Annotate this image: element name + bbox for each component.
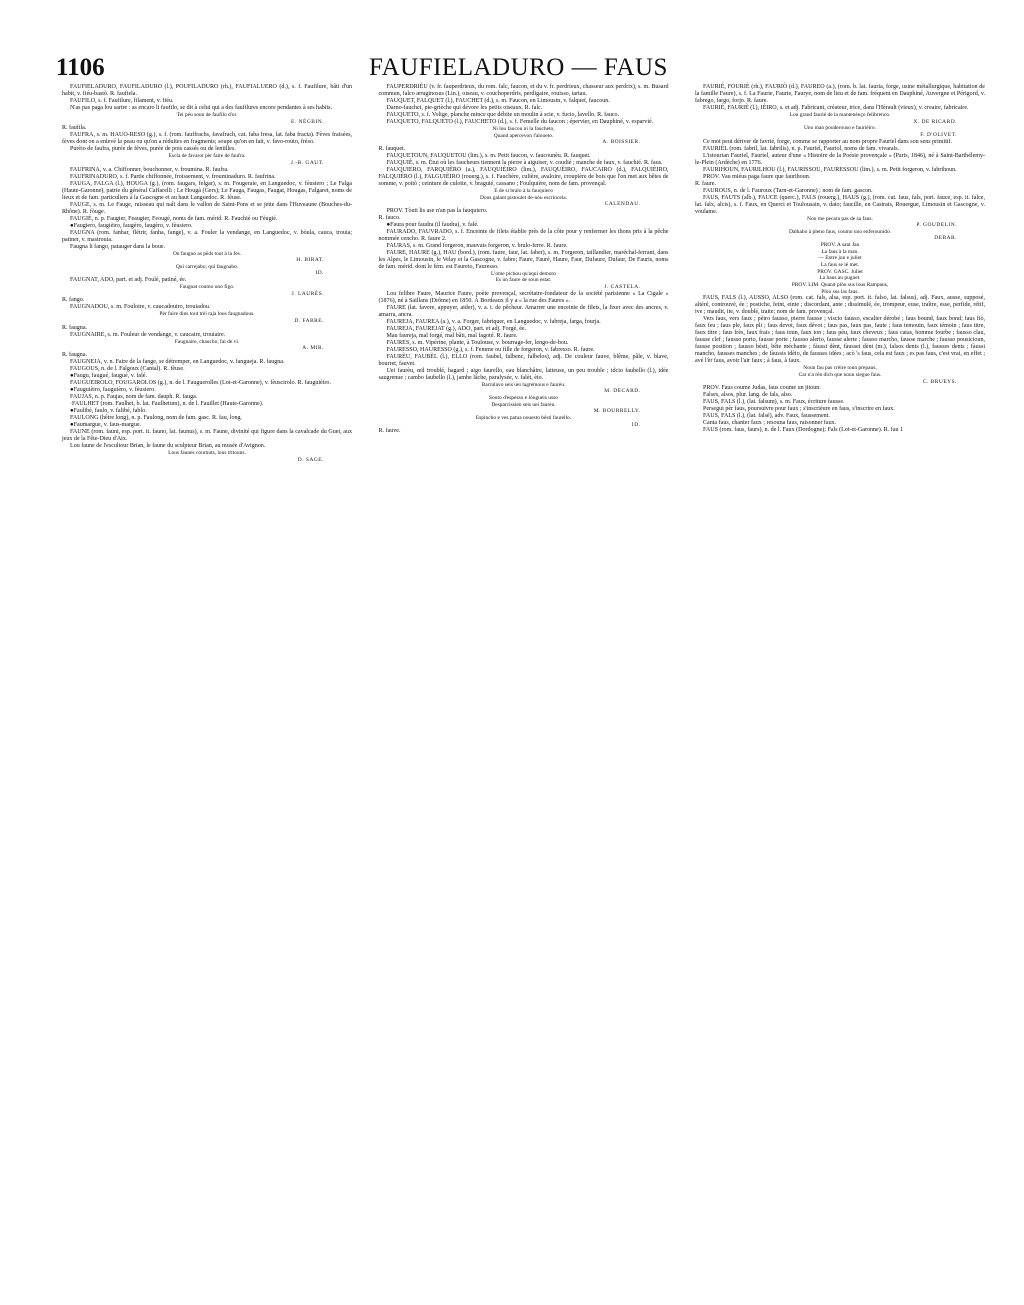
quotation-line: Faugnaire, chaucho, fai de vi. xyxy=(174,338,240,345)
dictionary-entry: FAUQUIÉ, s. m. Étui où les faucheurs tiennent la pierre à aiguiser, v. coudié ; manche de faux, v. fauchié. R. faus. xyxy=(386,159,663,166)
dictionary-entry: Ce mot peut dériver de favrié, forge, comme se rapporter au nom propre Fauriel dans son sens primitif. xyxy=(703,138,953,145)
quotation-author: DEBAR. xyxy=(934,235,957,242)
dictionary-entry: FAURESSO, HAURESSO (g.), s. f. Femme ou fille de forgeron, v. fabresso. R. faure. xyxy=(386,346,595,353)
dictionary-entry: ●Faugiero, faugièiro, faugèro, faugèro, v. fèusiero. xyxy=(70,222,193,229)
quotation-line: Plòu sus las faus. xyxy=(821,288,859,295)
quotation-line: Barrulavo seis uei lagremous e faurèu. xyxy=(481,381,566,388)
quotation-line: Pèr faire dins tout trèi raja lous faugnadous. xyxy=(159,311,255,318)
dictionary-entry: FAUQUETO, FALQUETO (l.), FAUCHETO (d.), s. f. Femelle du faucon ; épervier, en Dauphiné, v. esparvié. xyxy=(386,119,654,125)
quotation-author: E. NÉGBIN. xyxy=(291,118,324,125)
quotation-line: Souto d'espesso e lòngueis usso xyxy=(489,395,558,402)
dictionary-entry: FAUROUS, n. de l. Fauroux (Tarn-et-Garonne) ; nom de fam. gascon. xyxy=(703,187,873,194)
quotation-line: Qui carrejabo, qui faugnabo. xyxy=(175,263,239,270)
dictionary-entry: FAUFRINA, v. a. Chiffonner, bouchonner, v. froumina. R. faufra. xyxy=(70,166,229,173)
dictionary-entry: FAUQUETOUN, FAUQUETOU (lim.), s. m. Petit faucon, v. faucounèu. R. fauquet. xyxy=(386,152,591,159)
column-1 xyxy=(62,84,352,1299)
quotation-line: La faus à la man. xyxy=(821,248,859,255)
quotation-line: Uno man pouderouso e fauriéiro. xyxy=(803,125,877,132)
quotation-author: C. BRUEYS. xyxy=(922,378,957,385)
dictionary-entry: Darno-fauchet, pie-grièche qui dévore les petits oiseaux. R. falc. xyxy=(386,105,543,111)
quotation-line: Desparcissien seis uei faurèu. xyxy=(491,401,556,408)
dictionary-entry: FAUGA, FALGA (l.), HOUGA (g.), (rom. faugars, felgar), s. m. Fougeraie, en Languedoc, v. fèusiero ; Le Falga (Haute-Garonne), patrie du général Caffarelli ; Le Hougà (Gers); Le Fauga, Faugas, Faugat, Hougas, Falgaret, noms de lieux et de fam. particuliers à la Gascogne et au haut Languedoc. R. fèuse. xyxy=(62,180,352,201)
dictionary-entry: FAUGNA (rom. fanhar, flétrir, fanha, fange), v. a. Fouler la vendange, en Languedoc, v. bòula, cauca, trouia; patiner, v. mastrouia. xyxy=(62,229,352,243)
quotation-line: Faugnat coumo uno figo. xyxy=(179,284,235,291)
dictionary-entry: FAURÈU, FAUBÈL (l.), ELLO (rom. faubel, falbenc, falbelos), adj. De couleur fauve, blême, pâle, v. blave, bourret, fauvet. xyxy=(378,353,669,367)
dictionary-entry: Lou felibre Faure, Maurice Faure, poète provençal, secrétaire-fondateur de la société parisienne « La Cigale » (1876), né à Saillans (Drôme) en 1850. À Bordeaux il y a « la rue des Faures ». xyxy=(378,290,669,304)
dictionary-columns xyxy=(62,84,985,1299)
dictionary-entry: FAURADO, FAUVRADO, s. f. Enceinte de filets établie près de la côte pour y renfermer les thons pris à la pêche nommée cencho. R. faure 2. xyxy=(378,228,669,242)
dictionary-entry: FAURIHOUN, FAURILHOU (l.), FAURISSOU, FAURESSOU (lim.), s. m. Petit forgeron, v. fabrihoun. xyxy=(703,166,957,173)
dictionary-entry: FAUS, FALS (l.), AUSSO, ALSO (rom. cat. fals, alsa, esp. port. it. falso, lat. falsus), adj. Faux, ausse, supposé, altéré, controuvé, ée ; postiche, feint, einte ; discordant, ante ; dissimulé, ée, trompeur, euse, traître, esse, perfide, rétif, ive ; maudit, ite, v. doublé, traite; nom de fam. provençal. xyxy=(695,295,985,316)
quotation-line: Quand apercevon l'aloueto. xyxy=(493,132,554,139)
dictionary-entry: FAUS, FALS (l.), (lat. falsè), adv. Faux, faussement. xyxy=(703,413,830,420)
dictionary-entry: FAUGNADOU, s. m. Fouloire, v. caucadouiro, trouiadou. xyxy=(70,304,211,311)
dictionary-entry: PROV. Faus coume Judas, faus coume un jitoun. xyxy=(703,385,821,392)
quotation-line: La faus se ié met. xyxy=(820,262,860,269)
quotation-author: F. D'OLIVET. xyxy=(920,131,957,138)
quotation-line: — Entre jun e juliet xyxy=(818,255,862,262)
quotation-line: Nou me pecara pas de sa faus. xyxy=(807,215,873,222)
quotation-author: ID. xyxy=(315,270,324,277)
dictionary-entry: FAUFRA, s. m. HAUO-RESO (g.), s. f. (rom. fauffrachs, favafrach, cat. faba fresa, lat. faba fracta). Fèves fraisées, fèves dont on a enlevé la peau ou qu'on a réduites en fragments; soupe qu'on en fait, v. favo-routo, frèso. xyxy=(62,132,352,146)
dictionary-entry: ●Faumargue, v. faus-margue. xyxy=(70,421,142,428)
dictionary-entry: FAUFIELADURO, FAUFILADURO (l.), POUFILADURO (rh.), FAUFIALUERO (d.), s. f. Faufilure, bâti d'un habit, v. fiéu-bastò. R. faufiela. xyxy=(62,84,352,97)
dictionary-entry: FAUJAS, n. p. Faujas, nom de fam. dauph. R. fauga. xyxy=(70,393,198,400)
quotation-author: D. SAGE. xyxy=(297,456,324,463)
dictionary-entry: ●Fauguièiro, fauguièro, v. fèusiero. xyxy=(70,386,156,393)
quotation-author: CALENDAU. xyxy=(604,201,641,208)
dictionary-entry: Purèio de faufra, purée de fèves, purée de pois cassés ou de lentilles. xyxy=(70,146,236,153)
dictionary-entry: FAULONG (hêtre long), n. p. Faulong, nom de fam. gasc. R. fau, long. xyxy=(70,414,243,421)
dictionary-entry: ●Faugu, faugué, faugué, v. falé. xyxy=(70,372,147,379)
page-header xyxy=(56,54,981,88)
quotation-line: Espincho e ves patua nouesto bèsti faurello. xyxy=(475,414,572,421)
dictionary-entry: FAUQUETO, s. f. Volige, planche mince que débite un moulin à scie, v. fucio, lavello. R. fauco. xyxy=(386,112,620,118)
dictionary-entry: FAUGNAT, ADO, part. et adj. Foulé, patiné, ée. xyxy=(70,277,187,284)
dictionary-entry: Vers faus, vers faux ; pèiro fausso, pierre fausse ; viscio fausso, escalier dérobé ; faus bound, faux bond; faus fiò, faux feu ; faus ple, faux pli ; faus devot, faux dévot ; faus pas, faux pas, faute ; faus temouin, faux témoin ; faus titre, faux titre ; faus frès, faux frais ; faus toun, faux ton ; faus pèu, faux cheveux ; faus catas, homme fourbe ; fausso clau, fausse clef ; fausso porto, fausse porte ; fausso alerto, fausse alerte ; fausso marcho, fausse marche ; fausso pousicioun, fausse position ; fausso bèsti, bête méchante ; fàussi dènt, fàussei dènt (m.), falsos dents (l.), fausses dents ; fàussi mancho, fausses manches ; de fàussis idèio, de fausses idées ; acò 's faus, cela est faux ; es pas faus, c'est vrai, en effet ; avé l'èr faus, avoir l'air faux ; à faus, à faux. xyxy=(695,316,985,365)
quotation-line: Tei péu soun de faufilo d'or. xyxy=(176,112,238,118)
dictionary-entry: FAUREJA, FAUREJAT (g.), ADO, part. et adj. Forgé, ée. xyxy=(386,325,527,332)
quotation-line: Ni lou faucou ni la faucheto, xyxy=(492,126,555,132)
dictionary-entry: FAUGNAIRE, s. m. Fouleur de vendange, v. caucaire, trouiaire. xyxy=(70,331,226,338)
dictionary-entry: FAURE, HAURE (g.), HAU (bord.), (rom. faure, faur, lat. faber), s. m. Forgeron, taillandier, maréchal-ferrant, dans les Alpes, le Limousin, le Velay et la Gascogne, v. fabre; Faure, Fauré, Haure, Faur, Dufaure, Dufaur, De Fauris, noms de fam. mérid. dont le fém. est Faureto, Fauresso. xyxy=(378,249,669,270)
dictionary-entry: FAURAS, s. m. Grand forgeron, mauvais forgeron, v. brulo-ferre. R. faure. xyxy=(386,242,568,249)
quotation-line: PROV. GASC. Juliet xyxy=(817,268,863,275)
quotation-line: Lou grand faurié de la mantenènço felibrenco. xyxy=(789,112,891,118)
dictionary-entry: Faugna li fango, patauger dans la boue. xyxy=(70,243,166,250)
dictionary-entry: FAURE (lat. favere, appuyer, aider), v. a. t. de pêcheur. Amarrer une enceinte de filets, la fixer avec des ancres, v. amarra, ancra. xyxy=(378,304,669,318)
dictionary-entry: FAUNE (rom. fauni, esp. port. it. fauno, lat. faunus), s. m. Faune, divinité qui figure dans la cavalcade du Guet, aux jeux de la Fête-Dieu d'Aix. xyxy=(62,428,352,442)
quotation-author: X. DE RICARD. xyxy=(913,118,957,125)
dictionary-entry: Canta faus, chanter faux ; resouna faus, raisonner faux. xyxy=(703,420,837,427)
quotation-author: J. LAURÈS. xyxy=(291,290,324,297)
dictionary-entry: FAUS, FAUTS (alb.), FAUCE (querc.), FALS (rouerg.), HAUS (g.), (rom. cat. faus, fals, port. fauce, esp. it. falce, lat. falx, alcis), s. f. Faux, en Querci et Toulousain, v. daio; faucille, en Castrais, Rouergue, Limousin et Gascogne, v. voulame. xyxy=(695,194,985,215)
etymology-ref: R. faugna. xyxy=(62,324,88,331)
etymology-ref: R. fango. xyxy=(62,297,85,304)
dictionary-entry: PROV. Tòuti lis ase n'an pas la fauquiero. xyxy=(386,207,488,214)
dictionary-entry: FAUS, FALS (l.), (lat. falsum), s. m. Faux, écriture fausse. xyxy=(703,399,845,406)
quotation-line: Lous faunes cournuts, lous tritouns. xyxy=(168,449,246,456)
dictionary-entry: ●Faulibé, faulo, v. falibé, fablo. xyxy=(70,407,147,414)
quotation-line: Dalhabo à pleno faus, coumo uno enferounido. xyxy=(788,228,892,235)
dictionary-entry: FAURIÉ, FOURIÈ (rh.), FAURIÒ (d.), FAUREO (a.), (rom. b. lat. fauria, forge, usine métallurgique, habitation de la famille Faure), s. f. La Faurie, Faurie, Faurye, nom de lieu et de fam. fréquent en Dauphiné, Auvergne et Périgord, v. fabrego, fargo, forjo. R. faure. xyxy=(695,84,985,104)
quotation-author: A. MIR. xyxy=(302,345,324,352)
quotation-line: La haus au pugnet. xyxy=(819,275,861,282)
dictionary-entry: FAUREJA, FAUREA (a.), v. a. Forger, fabriquer, en Languedoc, v. fabreja, farga, fourja. xyxy=(386,318,601,325)
quotation-author: D. FABRE. xyxy=(294,318,324,325)
quotation-line: Noun fau pas crèire toun prepaus, xyxy=(803,365,877,372)
quotation-author: M. BOURRELLY. xyxy=(593,408,641,415)
dictionary-entry: N'as pas paga lou sartre : as encaro li faufilo, se dit à celui qui a des faufilures encore pendantes à ses habits. xyxy=(70,105,333,111)
dictionary-entry: ●Faura pour faudra (il faudra), v. falé. xyxy=(386,221,479,228)
etymology-ref: R. fauve. xyxy=(378,428,401,435)
dictionary-entry: FAUQUIERO, FARQUIÈRO (a.), FAUQUIÈIRO (lim.), FAUQUÈIRO, FAUCAIRO (d.), FALQUIÈIRO, FALQUIÈRO (l.), FALGUIÈIRO (rouerg.), s. f. Fauchère, culière, avaloire, croupière de bois que l'on met aux bêtes de somme, v. poitò ; ceinture de culotte, v. braguié, cassano ; Foulquière, nom de fam. provençal. xyxy=(378,166,669,187)
dictionary-entry: FAURES, s. m. Vipérine, plante, à Toulouse, v. bourrage-fer, lengo-de-bou. xyxy=(386,339,569,346)
dictionary-entry: FAUQUET, FALQUET (l.), FAUCHET (d.), s. m. Faucon, en Limousin, v. falquet, faucoun. xyxy=(386,98,610,104)
dictionary-entry: FAUFRINADURO, s. f. Partie chiffonnée, froissement, v. frouminaduro. R. faufrina. xyxy=(70,173,276,180)
dictionary-entry: Lou faune de l'escultour Brian, le faune du sculpteur Brian, au musée d'Avignon. xyxy=(70,442,266,449)
dictionary-entry: FAURIEL (rom. fabril, lat. fabrilis), n. p. Fauriel, Fauriol, noms de fam. vivarais. xyxy=(703,145,900,152)
dictionary-entry: FAUGNEJA, v. n. Faire de la fange, se détremper, en Languedoc, v. fangueja. R. faugna. xyxy=(70,358,285,365)
quotation-author: P. GOUDELIN. xyxy=(916,222,957,229)
etymology-ref: R. fauquet. xyxy=(378,145,406,152)
dictionary-entry: FAUFILO, s. f. Faufilure, filament, v. fiéu. xyxy=(70,98,174,104)
dictionary-entry: L'istourian Fauriel, Fauriel, auteur d'une « Histoire de la Poésie provençale » (Paris, 1846), né à Saint-Barthélemy-le-Plein (Ardèche) en 1776. xyxy=(695,152,985,166)
quotation-line: On faugno as pèds tout à la fes. xyxy=(172,250,242,257)
quotation-line: E de si bralo à la fauquiero xyxy=(494,187,553,194)
dictionary-entry: Mau faureja, mal forgé, mal bâti, mal fagoté. R. faure. xyxy=(386,332,518,339)
quotation-line: Es un faure de soun estat. xyxy=(495,277,552,284)
running-title: FAUFIELADURO — FAUS xyxy=(369,54,668,81)
dictionary-entry: FAUPERDRIÉU (v. fr. fauperdrieux, du rom. falc, faucon, et du v. fr. perdrieux, chasseur aux perdrix), s. m. Busard commun, falco æruginosus (Lin.), oiseau, v. couchoperdris, perdigaire, rouisso, tartau. xyxy=(378,84,669,97)
quotation-author: J. CASTELA. xyxy=(604,284,641,291)
dictionary-entry: FAUGOUS, n. de l. Falgoux (Cantal). R. fèuse. xyxy=(70,365,185,372)
quotation-line: Dous galant pistoulet de-nòu escrincela. xyxy=(479,194,568,201)
quotation-author: A. BOISSIER. xyxy=(602,139,641,146)
etymology-ref: R. faure. xyxy=(695,180,716,187)
dictionary-entry: Falses, alsos, plur. lang. de fals, also. xyxy=(703,392,793,399)
dictionary-entry: FAUS (rom. faus, faurs), n. de l. Faux (Dordogne); Fals (Lot-et-Garonne). R. fau 1 xyxy=(703,427,904,434)
dictionary-entry: ·FAULHET (rom. Faulhet, b. lat. Faulhetum), n. de l. Fauillet (Haute-Garonne). xyxy=(70,400,264,407)
dictionary-entry: FAUGE, s. m. Le Fauge, ruisseau qui naît dans le vallon de Saint-Pons et se jette dans l'Huveaune (Bouches-du-Rhône). R. fòuge. xyxy=(62,201,352,215)
dictionary-entry: PROV. Vau miéus paga faure que faurihoun. xyxy=(703,173,811,180)
quotation-line: L'ome pichou qu'aqui demoro xyxy=(491,270,556,277)
dictionary-entry: FAURIÉ, FAURIÈ (l.), IÈIRO, s. et adj. Fabricant, créateur, trice, dans l'Hérault (vieux), v. creaire, fabricaire. xyxy=(703,105,969,111)
quotation-line: PROV. A sant Jan xyxy=(820,242,860,249)
etymology-ref: R. faugna. xyxy=(62,351,88,358)
quotation-line: Escla de favarot pèr faire de faufra. xyxy=(168,153,246,160)
quotation-author: M. DECARD. xyxy=(604,388,641,395)
column-3 xyxy=(695,84,985,1299)
quotation-author: ID. xyxy=(631,421,641,428)
dictionary-entry: Persegui pèr faus, poursuivre pour faux ; s'inscriéure en faus, s'inscrire en faux. xyxy=(703,406,895,413)
column-2 xyxy=(379,84,669,1299)
quotation-author: J.-B. GAUT. xyxy=(290,159,324,166)
dictionary-entry: FAUGUEIROLO, FOUGAROLOS (g.), n. de l. Fauguerolles (Lot-et-Garonne), v. fèuscirolo. R. fauguièiro. xyxy=(70,379,331,386)
quotation-author: H. BIRAT. xyxy=(296,257,324,264)
page-number: 1106 xyxy=(56,54,105,81)
quotation-line: PROV. LIM. Quand plòu sus lous Rampaus, xyxy=(791,281,889,288)
etymology-ref: R. faufila. xyxy=(62,125,87,132)
quotation-line: Car n'a rèn dich que noun siegue faus. xyxy=(798,371,882,378)
dictionary-entry: FAUGIÉ, n. p. Faugier, Feaugier, Feougé, noms de fam. mérid. R. Fauchié ou Fèugié. xyxy=(70,215,278,222)
dictionary-entry: Uei faurèu, œil troublé, hagard ; aigo faurello, eau blanchâtre, laiteuse, un peu trouble ; idcio faubello (l.), idée saugrenue ; cambo faubello (l.), jambe lâche, paralysée, v. falèt, èto. xyxy=(378,367,669,381)
etymology-ref: R. fauco. xyxy=(378,214,401,221)
